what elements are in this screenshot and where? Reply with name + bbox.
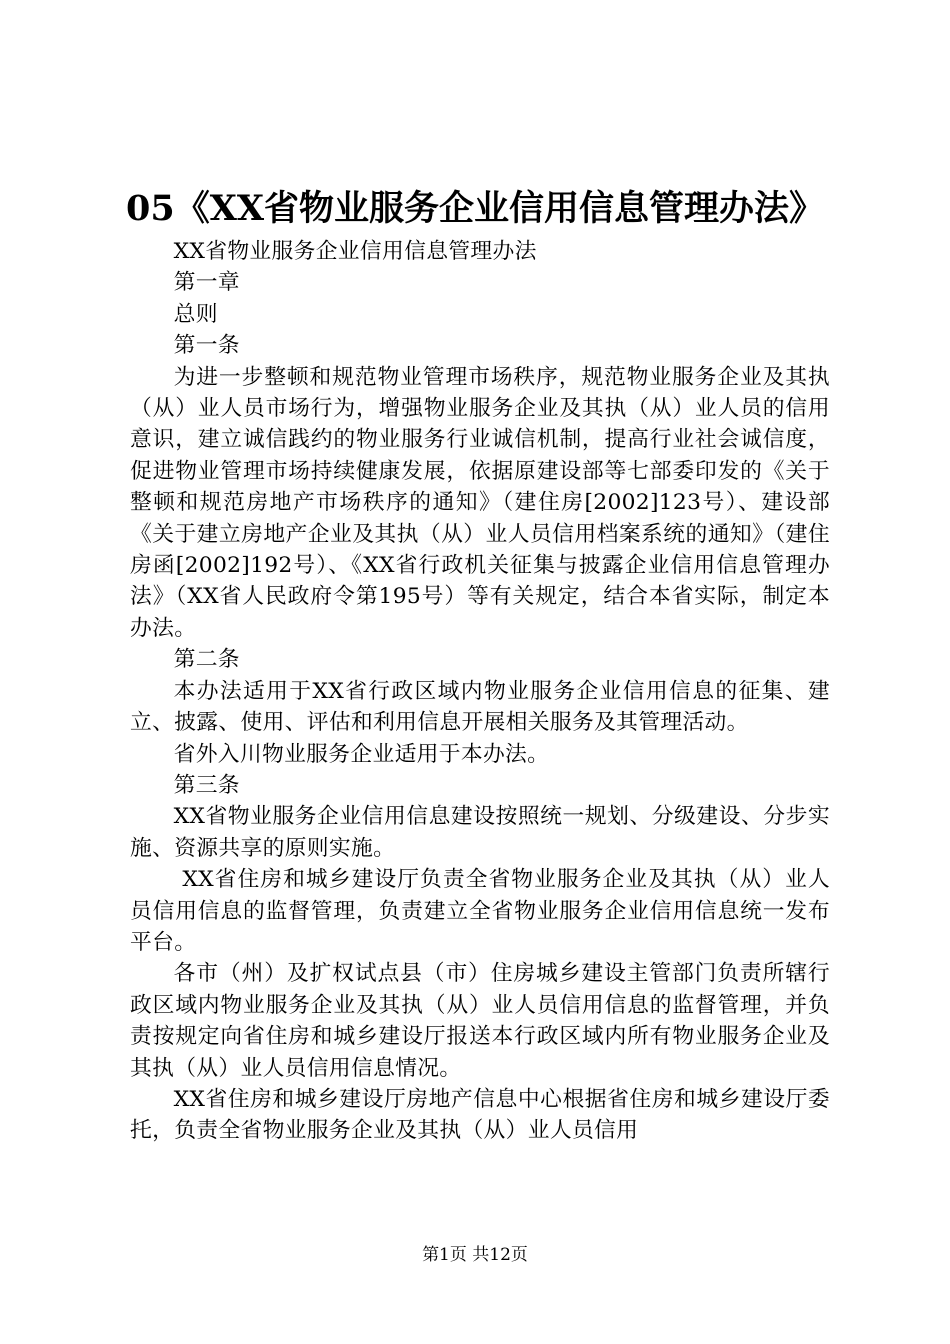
paragraph-article-2-body: 本办法适用于XX省行政区域内物业服务企业信用信息的征集、建立、披露、使用、评估和利用信息开展相关服务及其管理活动。 bbox=[130, 678, 830, 736]
paragraph-article-3-body-4: XX省住房和城乡建设厅房地产信息中心根据省住房和城乡建设厅委托，负责全省物业服务企业及其执（从）业人员信用 bbox=[130, 1086, 830, 1144]
page-number: 第1页 共12页 bbox=[422, 1245, 528, 1265]
paragraph-article-1-body: 为进一步整顿和规范物业管理市场秩序，规范物业服务企业及其执（从）业人员市场行为，增强物业服务企业及其执（从）业人员的信用意识，建立诚信践约的物业服务行业诚信机制，提高行业社会诚信度，促进物业管理市场持续健康发展，依据原建设部等七部委印发的《关于整顿和规范房地产市场秩序的通知》（建住房[2002]123号）、建设部《关于建立房地产企业及其执（从）业人员信用档案系统的通知》（建住房函[2002]192号）、《XX省行政机关征集与披露企业信用信息管理办法》（XX省人民政府令第195号）等有关规定，结合本省实际，制定本办法。 bbox=[130, 364, 830, 641]
paragraph-doc-name: XX省物业服务企业信用信息管理办法 bbox=[173, 239, 537, 264]
paragraph-chapter-heading: 第一章 bbox=[173, 270, 240, 296]
paragraph-article-1-heading: 第一条 bbox=[173, 333, 240, 359]
paragraph-chapter-title: 总则 bbox=[173, 301, 218, 327]
document-title: 05《XX省物业服务企业信用信息管理办法》 bbox=[125, 188, 825, 229]
paragraph-article-3-heading: 第三条 bbox=[173, 772, 240, 798]
paragraph-article-3-body-3: 各市（州）及扩权试点县（市）住房城乡建设主管部门负责所辖行政区域内物业服务企业及其执（从）业人员信用信息的监督管理，并负责按规定向省住房和城乡建设厅报送本行政区域内所有物业服务企业及其执（从）业人员信用信息情况。 bbox=[130, 961, 830, 1081]
document-body bbox=[130, 236, 830, 1147]
paragraph-article-2-body-2: 省外入川物业服务企业适用于本办法。 bbox=[173, 741, 550, 767]
paragraph-article-2-heading: 第二条 bbox=[173, 647, 240, 673]
paragraph-article-3-body-2: XX省住房和城乡建设厅负责全省物业服务企业及其执（从）业人员信用信息的监督管理，负责建立全省物业服务企业信用信息统一发布平台。 bbox=[130, 867, 830, 955]
paragraph-article-3-body: XX省物业服务企业信用信息建设按照统一规划、分级建设、分步实施、资源共享的原则实施。 bbox=[130, 804, 830, 861]
